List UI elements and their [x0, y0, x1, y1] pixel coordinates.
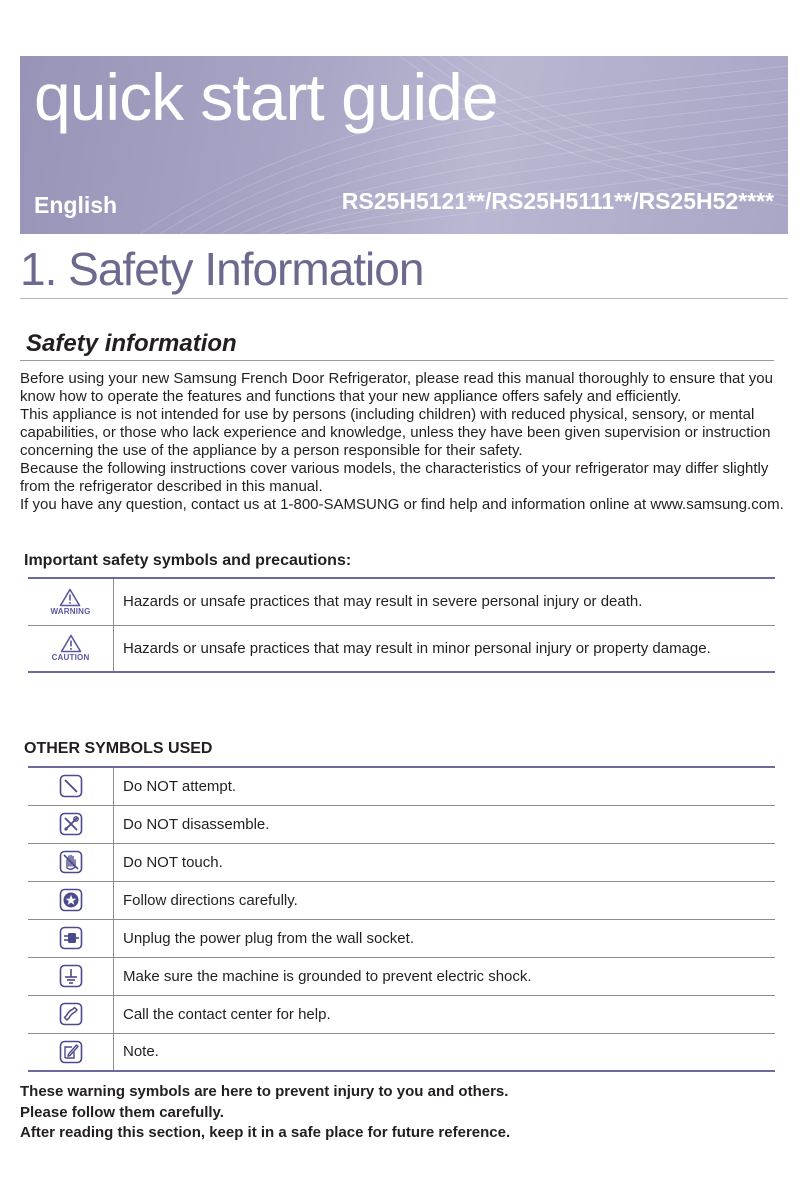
symbol-cell	[28, 625, 114, 672]
table-row	[28, 881, 775, 919]
ground-icon	[59, 964, 83, 988]
table-row	[28, 805, 775, 843]
table-row	[28, 578, 775, 625]
star-icon	[59, 888, 83, 912]
warning-label: WARNING	[50, 606, 91, 616]
symbol-description: Call the contact center for help.	[114, 995, 776, 1033]
symbol-cell	[28, 995, 114, 1033]
symbol-cell	[28, 578, 114, 625]
banner-title: quick start guide	[34, 60, 498, 134]
phone-icon	[59, 1002, 83, 1026]
subsection-title: Safety information	[26, 330, 237, 357]
cover-banner	[20, 56, 788, 234]
warning-symbol	[50, 588, 90, 616]
no-touch-icon	[59, 850, 83, 874]
unplug-icon	[59, 926, 83, 950]
table-row	[28, 767, 775, 805]
prohibited-icon	[59, 774, 83, 798]
table-row	[28, 843, 775, 881]
symbol-description: Do NOT touch.	[114, 843, 776, 881]
table-row	[28, 995, 775, 1033]
important-symbols-heading: Important safety symbols and precautions:	[24, 552, 352, 569]
footer-line: Please follow them carefully.	[20, 1103, 224, 1121]
intro-text	[20, 370, 792, 514]
caution-label: CAUTION	[51, 653, 90, 663]
no-disassemble-icon	[59, 812, 83, 836]
symbol-cell	[28, 1033, 114, 1071]
intro-paragraph: Before using your new Samsung French Door Refrigerator, please read this manual thoroughly to ensure that you know how to operate the features and functions that your new appliance offers safely and efficiently.	[20, 370, 773, 405]
footer-line: After reading this section, keep it in a safe place for future reference.	[20, 1124, 511, 1141]
table-row	[28, 957, 775, 995]
symbol-description: Note.	[114, 1033, 776, 1071]
symbol-description: Do NOT attempt.	[114, 767, 776, 805]
model-numbers: RS25H5121**/RS25H5111**/RS25H52****	[341, 188, 774, 214]
symbol-cell	[28, 843, 114, 881]
intro-paragraph: If you have any question, contact us at 1-800-SAMSUNG or find help and information online at www.samsung.com.	[20, 496, 784, 513]
symbol-cell	[28, 881, 114, 919]
symbol-description: Make sure the machine is grounded to prevent electric shock.	[114, 957, 776, 995]
subsection-divider	[20, 360, 774, 361]
table-row	[28, 1033, 775, 1071]
caution-triangle-icon	[60, 634, 82, 653]
symbol-cell	[28, 957, 114, 995]
table-row	[28, 919, 775, 957]
other-symbols-heading: OTHER SYMBOLS USED	[24, 740, 213, 757]
footer-line: These warning symbols are here to prevent injury to you and others.	[20, 1083, 509, 1100]
other-symbols-table	[28, 766, 775, 1072]
symbol-description: Unplug the power plug from the wall socket.	[114, 919, 776, 957]
footer-note	[20, 1082, 510, 1144]
symbol-description: Do NOT disassemble.	[114, 805, 776, 843]
table-row	[28, 625, 775, 672]
symbol-cell	[28, 919, 114, 957]
language-label: English	[34, 192, 118, 218]
symbol-description: Hazards or unsafe practices that may result in severe personal injury or death.	[114, 578, 776, 625]
warning-triangle-icon	[59, 588, 81, 607]
section-divider	[20, 298, 788, 299]
important-symbols-table	[28, 577, 775, 673]
note-icon	[59, 1040, 83, 1064]
section-title: 1. Safety Information	[20, 243, 424, 295]
symbol-cell	[28, 767, 114, 805]
intro-paragraph: Because the following instructions cover various models, the characteristics of your refrigerator may differ slightly from the refrigerator described in this manual.	[20, 460, 769, 495]
symbol-cell	[28, 805, 114, 843]
caution-symbol	[52, 634, 90, 662]
symbol-description: Hazards or unsafe practices that may result in minor personal injury or property damage.	[114, 625, 776, 672]
intro-paragraph: This appliance is not intended for use by persons (including children) with reduced physical, sensory, or mental capabilities, or those who lack experience and knowledge, unless they have been given supervision or instruction concerning the use of the appliance by a person responsible for their safety.	[20, 406, 771, 459]
symbol-description: Follow directions carefully.	[114, 881, 776, 919]
